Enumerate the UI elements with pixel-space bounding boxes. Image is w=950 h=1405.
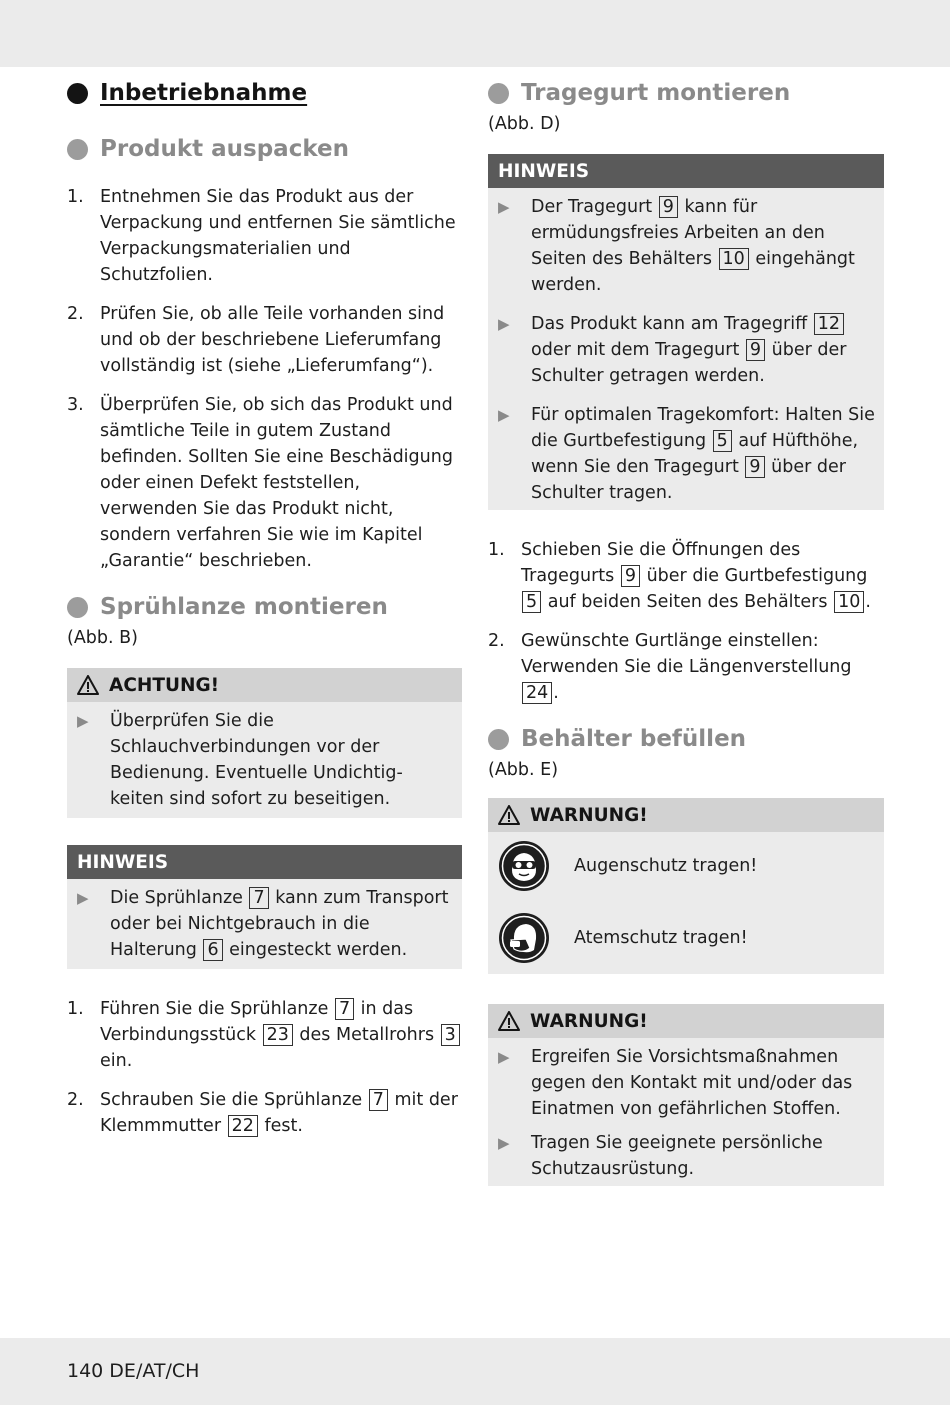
section-heading-fill: Behälter befüllen [488,726,884,752]
warning-triangle-icon [498,805,520,825]
eye-protection-row: Augenschutz tragen! [488,840,884,892]
warning-triangle-icon [498,1011,520,1031]
respiratory-protection-row: Atemschutz tragen! [488,912,884,964]
section-heading-strap: Tragegurt montieren [488,80,884,106]
part-reference: 6 [203,939,222,961]
bullet-dot-icon [67,139,88,160]
list-item: 2. Gewünschte Gurtlänge einstellen: Verwenden Sie die Längenverstellung 24 . [488,631,852,703]
warning-header: WARNUNG! [488,1004,884,1038]
section-heading-unpack: Produkt auspacken [67,136,462,162]
list-item: 2. Prüfen Sie, ob alle Teile vorhanden sind und ob der beschriebene Lieferumfang vollständig ist (siehe „Lieferumfang“). [67,304,445,376]
arrow-bullet-icon: ▶ [77,712,89,730]
hint-header: HINWEIS [67,845,462,879]
bullet-item: ▶ Der Tragegurt 9 kann für ermüdungsfreies Arbeiten an den Seiten des Behälters 10 eingehängt werden. [488,194,884,298]
respiratory-mask-icon [498,912,550,964]
arrow-bullet-icon: ▶ [498,198,510,216]
strap-steps [488,537,884,706]
eye-protection-icon [498,840,550,892]
part-reference: 9 [746,339,765,361]
list-item: 3. Überprüfen Sie, ob sich das Produkt und sämtliche Teile in gutem Zustand befinden. Sollten Sie eine Beschädigung oder einen Defekt feststellen, verwenden Sie das Produkt nicht, sondern verfahren Sie wie im Kapitel „Garantie“ beschrieben. [67,395,453,571]
list-item: 1. Entnehmen Sie das Produkt aus der Verpackung und entfernen Sie sämtliche Verpackungsmaterialien und Schutzfolien. [67,187,456,285]
bullet-item: ▶ Das Produkt kann am Tragegriff 12 oder mit dem Tragegurt 9 über der Schulter getragen werden. [488,311,884,389]
warning-box-ppe [488,798,884,974]
part-reference: 9 [659,196,678,218]
list-item: 1. Schieben Sie die Öffnungen des Tragegurts 9 über die Gurtbefestigung 5 auf beiden Seiten des Behälters 10 . [488,540,871,612]
part-reference: 5 [522,591,541,613]
arrow-bullet-icon: ▶ [498,1134,510,1152]
figure-reference: (Abb. D) [488,114,561,134]
warning-triangle-icon [77,675,99,695]
part-reference: 7 [335,998,354,1020]
bullet-item: ▶ Die Sprühlanze 7 kann zum Transport oder bei Nichtgebrauch in die Halterung 6 eingesteckt werden. [67,885,462,963]
bullet-item: ▶ Ergreifen Sie Vorsichtsmaßnahmen gegen den Kontakt mit und/oder das Einatmen von gefährlichen Stoffen. [488,1044,884,1122]
section-heading-lance: Sprühlanze montieren [67,594,462,620]
part-reference: 9 [745,456,764,478]
warning-header: WARNUNG! [488,798,884,832]
part-reference: 3 [441,1024,460,1046]
unpack-steps [67,184,462,574]
list-item: 1. Führen Sie die Sprühlanze 7 in das Verbindungsstück 23 des Metallrohrs 3 ein. [67,996,462,1074]
part-reference: 24 [522,682,552,704]
left-column [67,80,462,1152]
part-reference: 5 [713,430,732,452]
list-item: 2. Schrauben Sie die Sprühlanze 7 mit der Klemmmutter 22 fest. [67,1090,458,1136]
part-reference: 7 [249,887,268,909]
arrow-bullet-icon: ▶ [498,1048,510,1066]
hint-box [67,845,462,969]
part-reference: 12 [814,313,844,335]
section-heading-inbetriebnahme: Inbetriebnahme [67,80,462,106]
arrow-bullet-icon: ▶ [498,406,510,424]
bullet-item: ▶ Tragen Sie geeignete persönliche Schutzausrüstung. [488,1130,884,1182]
bullet-dot-icon [488,83,509,104]
part-reference: 9 [621,565,640,587]
bullet-dot-icon [488,729,509,750]
part-reference: 10 [834,591,864,613]
part-reference: 22 [228,1115,258,1137]
bullet-dot-icon [67,597,88,618]
figure-reference: (Abb. B) [67,628,138,648]
top-band [0,0,950,67]
arrow-bullet-icon: ▶ [498,315,510,333]
bullet-item: ▶ Überprüfen Sie die Schlauchverbindungen vor der Bedienung. Eventuelle Undichtig-keiten sind sofort zu beseitigen. [67,708,462,812]
part-reference: 23 [263,1024,293,1046]
page-number: 140 DE/AT/CH [67,1360,200,1382]
bullet-item: ▶ Für optimalen Tragekomfort: Halten Sie die Gurtbefestigung 5 auf Hüfthöhe, wenn Sie den Tragegurt 9 über der Schulter tragen. [488,402,884,506]
hint-header: HINWEIS [488,154,884,188]
bullet-dot-icon [67,83,88,104]
lance-steps [67,996,462,1139]
arrow-bullet-icon: ▶ [77,889,89,907]
attention-header: ACHTUNG! [67,668,462,702]
right-column [488,80,884,1186]
part-reference: 10 [719,248,749,270]
warning-box-hazard [488,1004,884,1186]
attention-box [67,668,462,818]
figure-reference: (Abb. E) [488,760,559,780]
part-reference: 7 [369,1089,388,1111]
hint-box [488,154,884,510]
